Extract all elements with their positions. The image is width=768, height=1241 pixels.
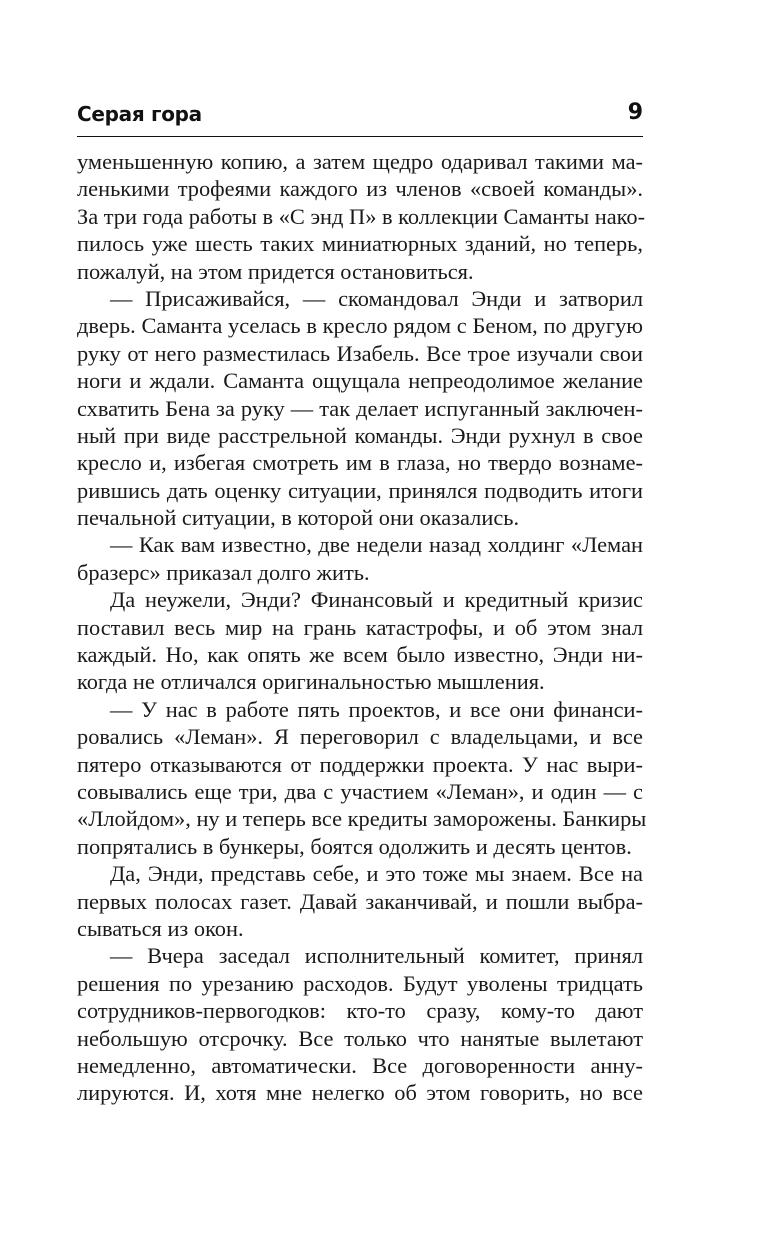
text-line: когда не отличался оригинальностью мышления. [77, 669, 545, 695]
text-line: Да неужели, Энди? Финансовый и кредитный кризис [110, 587, 643, 613]
running-title: Серая гора [77, 102, 202, 126]
text-line: За три года работы в «С энд П» в коллекции Саманты нако- [77, 203, 646, 229]
text-line: рившись дать оценку ситуации, принялся подводить итоги [77, 477, 643, 503]
text-line: дверь. Саманта уселась в кресло рядом с Беном, по другую [77, 313, 643, 339]
text-line: ленькими трофеями каждого из членов «своей команды». [77, 176, 643, 202]
text-line: ноги и ждали. Саманта ощущала непреодолимое желание [77, 368, 643, 394]
text-line: кресло и, избегая смотреть им в глаза, но твердо вознаме- [77, 450, 643, 476]
text-line: Да, Энди, представь себе, и это тоже мы знаем. Все на [110, 861, 643, 887]
text-line: — Присаживайся, — скомандовал Энди и затворил [110, 285, 643, 311]
text-line: попрятались в бункеры, боятся одолжить и десять центов. [77, 833, 632, 859]
text-line: лируются. И, хотя мне нелегко об этом говорить, но все [77, 1080, 643, 1106]
text-line: немедленно, автоматически. Все договоренности анну- [77, 1052, 643, 1078]
text-line: — Как вам известно, две недели назад холдинг «Леман [110, 532, 643, 558]
text-line: сотрудников-первогодков: кто-то сразу, кому-то дают [77, 998, 643, 1024]
page-number: 9 [627, 100, 643, 125]
text-line: руку от него разместилась Изабель. Все трое изучали свои [77, 340, 643, 366]
text-line: печальной ситуации, в которой они оказались. [77, 505, 520, 531]
text-line: «Ллойдом», ну и теперь все кредиты заморожены. Банкиры [77, 806, 647, 832]
text-line: пилось уже шесть таких миниатюрных зданий, но теперь, [77, 231, 643, 257]
text-line: поставил весь мир на грань катастрофы, и об этом знал [77, 614, 643, 640]
running-header [77, 100, 643, 137]
text-line: схватить Бена за руку — так делает испуганный заключен- [77, 395, 643, 421]
text-line: пожалуй, на этом придется остановиться. [77, 258, 474, 284]
text-line: ровались «Леман». Я переговорил с владельцами, и все [77, 724, 643, 750]
text-line: первых полосах газет. Давай заканчивай, и пошли выбра- [77, 888, 643, 914]
text-line: пятеро отказываются от поддержки проекта. У нас выри- [77, 751, 643, 777]
text-line: — У нас в работе пять проектов, и все они финанси- [110, 696, 643, 722]
text-line: совывались еще три, два с участием «Леман», и один — с [77, 778, 643, 804]
text-line: бразерс» приказал долго жить. [77, 559, 370, 585]
text-line: сываться из окон. [77, 915, 244, 941]
text-line: небольшую отсрочку. Все только что нанятые вылетают [77, 1025, 643, 1051]
text-line: — Вчера заседал исполнительный комитет, принял [110, 943, 643, 969]
text-line: каждый. Но, как опять же всем было известно, Энди ни- [77, 642, 643, 668]
text-line: решения по урезанию расходов. Будут уволены тридцать [77, 970, 643, 996]
body-text [77, 148, 647, 1107]
text-line: ный при виде расстрельной команды. Энди рухнул в свое [77, 422, 643, 448]
text-line: уменьшенную копию, а затем щедро одаривал такими ма- [77, 149, 643, 174]
